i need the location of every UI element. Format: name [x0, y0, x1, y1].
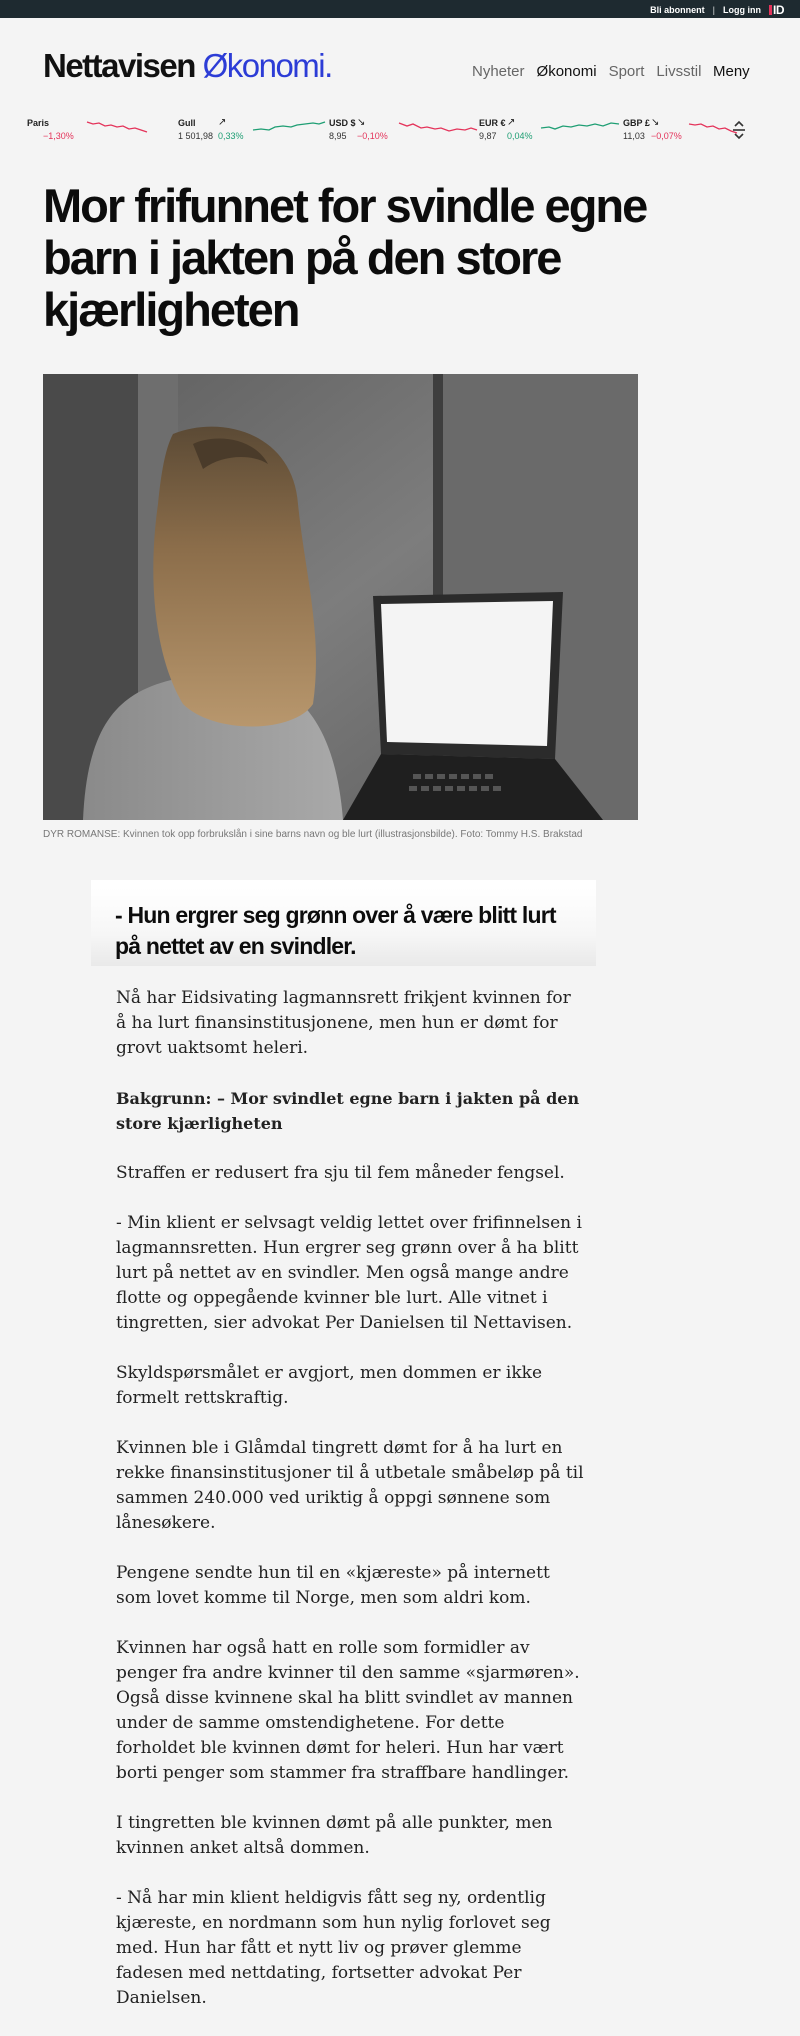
article-paragraph: Straffen er redusert fra sju til fem måneder fengsel. [116, 1163, 565, 1183]
ticker-name: Paris [27, 118, 50, 128]
schibsted-id-icon[interactable] [769, 3, 784, 17]
ticker-price: 11,03 [623, 131, 645, 141]
expand-ticker-icon[interactable] [731, 120, 747, 140]
ticker-price: 9,87 [479, 131, 497, 141]
nav-item-nyheter[interactable]: Nyheter [472, 63, 525, 80]
article-paragraph: - Nå har min klient heldigvis fått seg ny, ordentlig kjæreste, en nordmann som hun nylig forlovet seg med. Hun har fått et nytt liv og prøver glemme fadesen med nettdating, fortsetter advokat Per Danielsen. [116, 1888, 551, 2008]
ticker-change: −0,10% [357, 131, 388, 141]
ticker-name: Gull [178, 118, 196, 128]
login-link[interactable]: Logg inn [723, 5, 761, 15]
ticker-sparkline [541, 118, 619, 144]
nav-item-livsstil[interactable]: Livsstil [656, 63, 702, 80]
pull-quote-text: - Hun ergrer seg grønn over å være blitt lurt på nettet av en svindler. [115, 902, 556, 959]
article-paragraph: - Min klient er selvsagt veldig lettet over frifinnelsen i lagmannsretten. Hun ergrer seg grønn over å ha blitt lurt på nettet av en svindler. Men også mange andre flotte og oppegående kvinner ble lurt. Alle vitnet i tingretten, sier advokat Per Danielsen til Nettavisen. [116, 1213, 582, 1333]
sid-label: ID [773, 3, 784, 17]
nav-item-sport[interactable]: Sport [608, 63, 645, 80]
pull-quote [91, 880, 596, 966]
trend-down-icon: ↘ [357, 117, 366, 128]
top-bar-links [650, 3, 784, 17]
ticker-name: EUR € [479, 118, 506, 128]
top-bar [0, 0, 800, 18]
ticker-sparkline [87, 118, 147, 144]
ticker-sparkline [399, 118, 477, 144]
article-paragraph: Skyldspørsmålet er avgjort, men dommen er ikke formelt rettskraftig. [116, 1363, 543, 1408]
top-bar-separator: | [712, 5, 715, 15]
section-nav [472, 63, 701, 80]
article-paragraph: Nå har Eidsivating lagmannsrett frikjent kvinnen for å ha lurt finansinstitusjonene, men hun er dømt for grovt uaktsomt heleri. [116, 988, 571, 1058]
ticker-change: 0,04% [507, 131, 533, 141]
article-paragraph: Kvinnen har også hatt en rolle som formidler av penger fra andre kvinner til den samme «sjarmøren». Også disse kvinnene skal ha blitt svindlet av mannen under de samme omstendighetene. For dette forholdet ble kvinnen dømt for heleri. Hun har vært borti penger som stammer fra straffbare handlinger. [116, 1638, 580, 1783]
subscribe-link[interactable]: Bli abonnent [650, 5, 705, 15]
ticker-name: USD $ [329, 118, 356, 128]
ticker-item-paris[interactable] [27, 116, 172, 146]
ticker-name: GBP £ [623, 118, 650, 128]
market-ticker [27, 116, 757, 146]
ticker-sparkline [689, 118, 737, 144]
ticker-item-eur[interactable] [479, 116, 624, 146]
photo-caption: DYR ROMANSE: Kvinnen tok opp forbrukslån i sine barns navn og ble lurt (illustrasjonsbilde). Foto: Tommy H.S. Brakstad [43, 829, 583, 840]
logo-section: Økonomi. [202, 47, 332, 84]
nav-item-okonomi[interactable]: Økonomi [536, 63, 597, 80]
article-body [116, 986, 586, 2036]
ticker-price: 1 501,98 [178, 131, 214, 141]
article-photo [43, 374, 638, 820]
ticker-change: −0,07% [651, 131, 682, 141]
trend-up-icon: ↗ [218, 117, 227, 128]
trend-up-icon: ↗ [507, 117, 516, 128]
ticker-price: 8,95 [329, 131, 347, 141]
ticker-item-gull[interactable] [178, 116, 323, 146]
article-paragraph: Pengene sendte hun til en «kjæreste» på internett som lovet komme til Norge, men som aldri kom. [116, 1563, 550, 1608]
menu-button[interactable]: Meny [713, 63, 750, 80]
logo-brand: Nettavisen [43, 47, 195, 84]
ticker-change: 0,33% [218, 131, 244, 141]
site-logo[interactable] [43, 47, 332, 85]
trend-down-icon: ↘ [651, 117, 660, 128]
photo-illustration [43, 374, 638, 820]
ticker-sparkline [253, 118, 325, 144]
article-headline: Mor frifunnet for svindle egne barn i jakten på den store kjærligheten [43, 179, 647, 336]
background-link[interactable]: Bakgrunn: – Mor svindlet egne barn i jakten på den store kjærligheten [116, 1089, 580, 1133]
ticker-item-usd[interactable] [329, 116, 474, 146]
article-paragraph: I tingretten ble kvinnen dømt på alle punkter, men kvinnen anket altså dommen. [116, 1813, 553, 1858]
article-paragraph: Kvinnen ble i Glåmdal tingrett dømt for å ha lurt en rekke finansinstitusjoner til å utbetale småbeløp på til sammen 240.000 ved uriktig å oppgi sønnene som lånesøkere. [116, 1438, 584, 1533]
ticker-change: −1,30% [43, 131, 74, 141]
